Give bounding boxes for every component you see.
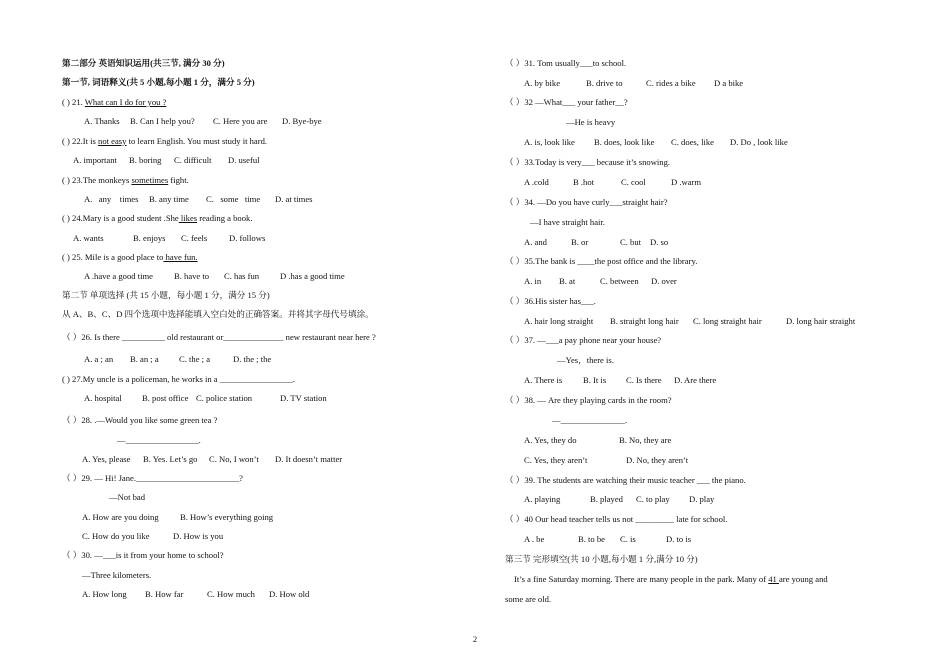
question-28: （ ）28. .—Would you like some green tea ? [62,415,218,425]
option-d: D. play [689,494,715,504]
option-a: A. hospital [84,393,122,403]
question-32: （ ）32 —What___ your father__? [505,97,628,107]
question-21: ( ) 21. What can I do for you ? [62,97,167,107]
option-a: A. wants [73,233,104,243]
question-24-options [73,233,265,244]
option-c: C. some time [206,194,261,204]
question-22-options [73,155,260,166]
option-a: A .cold [524,177,549,187]
question-25-options [84,271,345,282]
option-c: C. does, like [671,137,714,147]
option-a: A. Yes, they do [524,435,577,445]
option-a: A. There is [524,375,563,385]
question-23: ( ) 23.The monkeys sometimes fight. [62,175,189,185]
option-c: C. How do you like [82,531,150,541]
option-b: B. to be [578,534,605,544]
option-c: C. the ; a [179,354,211,364]
option-a: A. important [73,155,117,165]
section2-title: 第二节 单项选择 (共 15 小题，每小题 1 分，满分 15 分) [62,290,270,300]
question-38-answer-line: —_______________. [552,415,628,425]
question-29-answer: —Not bad [109,492,146,502]
option-c: C. has fun [224,271,260,281]
option-c: C. rides a bike [646,78,696,88]
option-b: B. enjoys [133,233,166,243]
question-28-options [82,454,342,465]
question-29: （ ）29. — Hi! Jane.________________________? [62,473,243,483]
question-33-options [524,177,701,188]
option-b: B. How far [145,589,184,599]
option-d: D. useful [228,155,260,165]
question-37-answer: —Yes，there is. [557,355,614,365]
option-b: B. or [571,237,589,247]
option-b: B .hot [573,177,595,187]
question-39-options [524,494,714,505]
option-b: B. played [590,494,623,504]
option-d: D. TV station [280,393,327,403]
question-38-options-row1 [524,435,671,446]
option-b: B. have to [174,271,210,281]
option-d: D. Bye-bye [282,116,322,126]
part2-title: 第二部分 英语知识运用(共三节, 满分 30 分) [62,58,225,68]
question-35: （ ）35.The bank is ____the post office and the library. [505,256,698,266]
option-d: D. Are there [674,375,717,385]
option-c: C. How much [207,589,255,599]
option-c: C. between [600,276,639,286]
question-25: ( ) 25. Mile is a good place to have fun. [62,252,198,262]
option-a: A. any times [84,194,139,204]
option-a: A. is, look like [524,137,575,147]
question-36: （ ）36.His sister has___. [505,296,596,306]
question-27: ( ) 27.My uncle is a policeman, he works in a _________________. [62,374,295,384]
question-29-options-row1 [82,512,273,523]
option-a: A. and [524,237,547,247]
option-b: B. How’s everything going [180,512,274,522]
option-d: D. at times [275,194,313,204]
option-d: D .warm [671,177,702,187]
option-b: B. Can I help you? [130,116,195,126]
question-34-options [524,237,668,248]
option-c: C. difficult [174,155,212,165]
option-d: D. to is [666,534,692,544]
option-d: D. No, they aren’t [626,455,689,465]
question-26-options [84,354,271,365]
question-30: （ ）30. —___is it from your home to school? [62,550,224,560]
option-b: B. boring [129,155,162,165]
option-d: D. How old [269,589,310,599]
option-d: D. long hair straight [786,316,856,326]
option-d: D. Do , look like [730,137,788,147]
option-d: D .has a good time [280,271,345,281]
option-a: A. hair long straight [524,316,594,326]
option-a: A. a ; an [84,354,114,364]
option-d: D. How is you [173,531,224,541]
question-27-options [84,393,327,404]
option-c: C. long straight hair [693,316,762,326]
option-c: C. No, I won’t [209,454,259,464]
question-24: ( ) 24.Mary is a good student .She likes reading a book. [62,213,253,223]
question-35-options [524,276,677,287]
question-28-answer-line: —_________________. [117,435,201,445]
question-38: （ ）38. — Are they playing cards in the room? [505,395,672,405]
option-b: B. drive to [586,78,623,88]
option-d: D. the ; the [233,354,272,364]
option-d: D a bike [714,78,744,88]
question-22: ( ) 22.It is not easy to learn English. You must study it hard. [62,136,268,146]
option-c: C. Yes, they aren’t [524,455,588,465]
option-c: C. cool [621,177,646,187]
option-b: B. post office [142,393,189,403]
question-36-options [524,316,855,327]
question-29-options-row2 [82,531,223,542]
option-b: B. does, look like [594,137,655,147]
section2-instructions: 从 A、B、C、D 四个选项中选择能填入空白处的正确答案。并将其字母代号填涂。 [62,309,374,319]
option-a: A. How long [82,589,127,599]
question-23-options [84,194,312,205]
question-31: （ ）31. Tom usually___to school. [505,58,627,68]
option-c: C. Is there [626,375,662,385]
option-a: A. by bike [524,78,561,88]
question-21-options [84,116,322,127]
passage-line-2: some are old. [505,594,552,604]
option-a: A .have a good time [84,271,153,281]
option-c: C. is [620,534,636,544]
option-b: B. It is [583,375,607,385]
question-31-options [524,78,743,89]
option-c: C. to play [636,494,670,504]
option-a: A. How are you doing [82,512,159,522]
option-a: A. Thanks [84,116,120,126]
option-b: B. at [559,276,576,286]
option-b: B. any time [149,194,189,204]
section1-title: 第一节, 词语释义(共 5 小题,每小题 1 分，满分 5 分) [62,77,255,87]
question-39: （ ）39. The students are watching their music teacher ___ the piano. [505,475,746,485]
option-b: B. straight long hair [610,316,679,326]
question-32-answer: —He is heavy [566,117,616,127]
question-34-answer: —I have straight hair. [530,217,605,227]
option-b: B. No, they are [619,435,672,445]
question-33: （ ）33.Today is very___ because it’s snowing. [505,157,671,167]
option-d: D. so [650,237,669,247]
section3-title: 第三节 完形填空(共 10 小题,每小题 1 分,满分 10 分) [505,554,698,564]
option-c: C. feels [181,233,208,243]
option-a: A . be [524,534,545,544]
question-30-answer: —Three kilometers. [82,570,152,580]
option-c: C. Here you are [213,116,268,126]
option-c: C. but [620,237,642,247]
option-c: C. police station [196,393,253,403]
option-a: A. in [524,276,542,286]
option-a: A. Yes, please [82,454,131,464]
question-40-options [524,534,691,545]
option-d: D. over [651,276,677,286]
page-number: 2 [472,634,478,644]
question-40: （ ）40 Our head teacher tells us not _________ late for school. [505,514,728,524]
option-a: A. playing [524,494,561,504]
passage-line-1: It’s a fine Saturday morning. There are many people in the park. Many of 41 are young and [514,574,828,584]
option-b: B. Yes. Let’s go [143,454,198,464]
question-26: （ ）26. Is there __________ old restaurant or______________ new restaurant near here ? [62,332,376,342]
option-b: B. an ; a [130,354,159,364]
question-37: （ ）37. —___a pay phone near your house? [505,335,662,345]
question-30-options [82,589,309,600]
option-d: D. It doesn’t matter [275,454,343,464]
question-37-options [524,375,716,386]
question-32-options [524,137,788,148]
question-38-options-row2 [524,455,688,466]
option-d: D. follows [229,233,266,243]
question-34: （ ）34. —Do you have curly___straight hair? [505,197,668,207]
